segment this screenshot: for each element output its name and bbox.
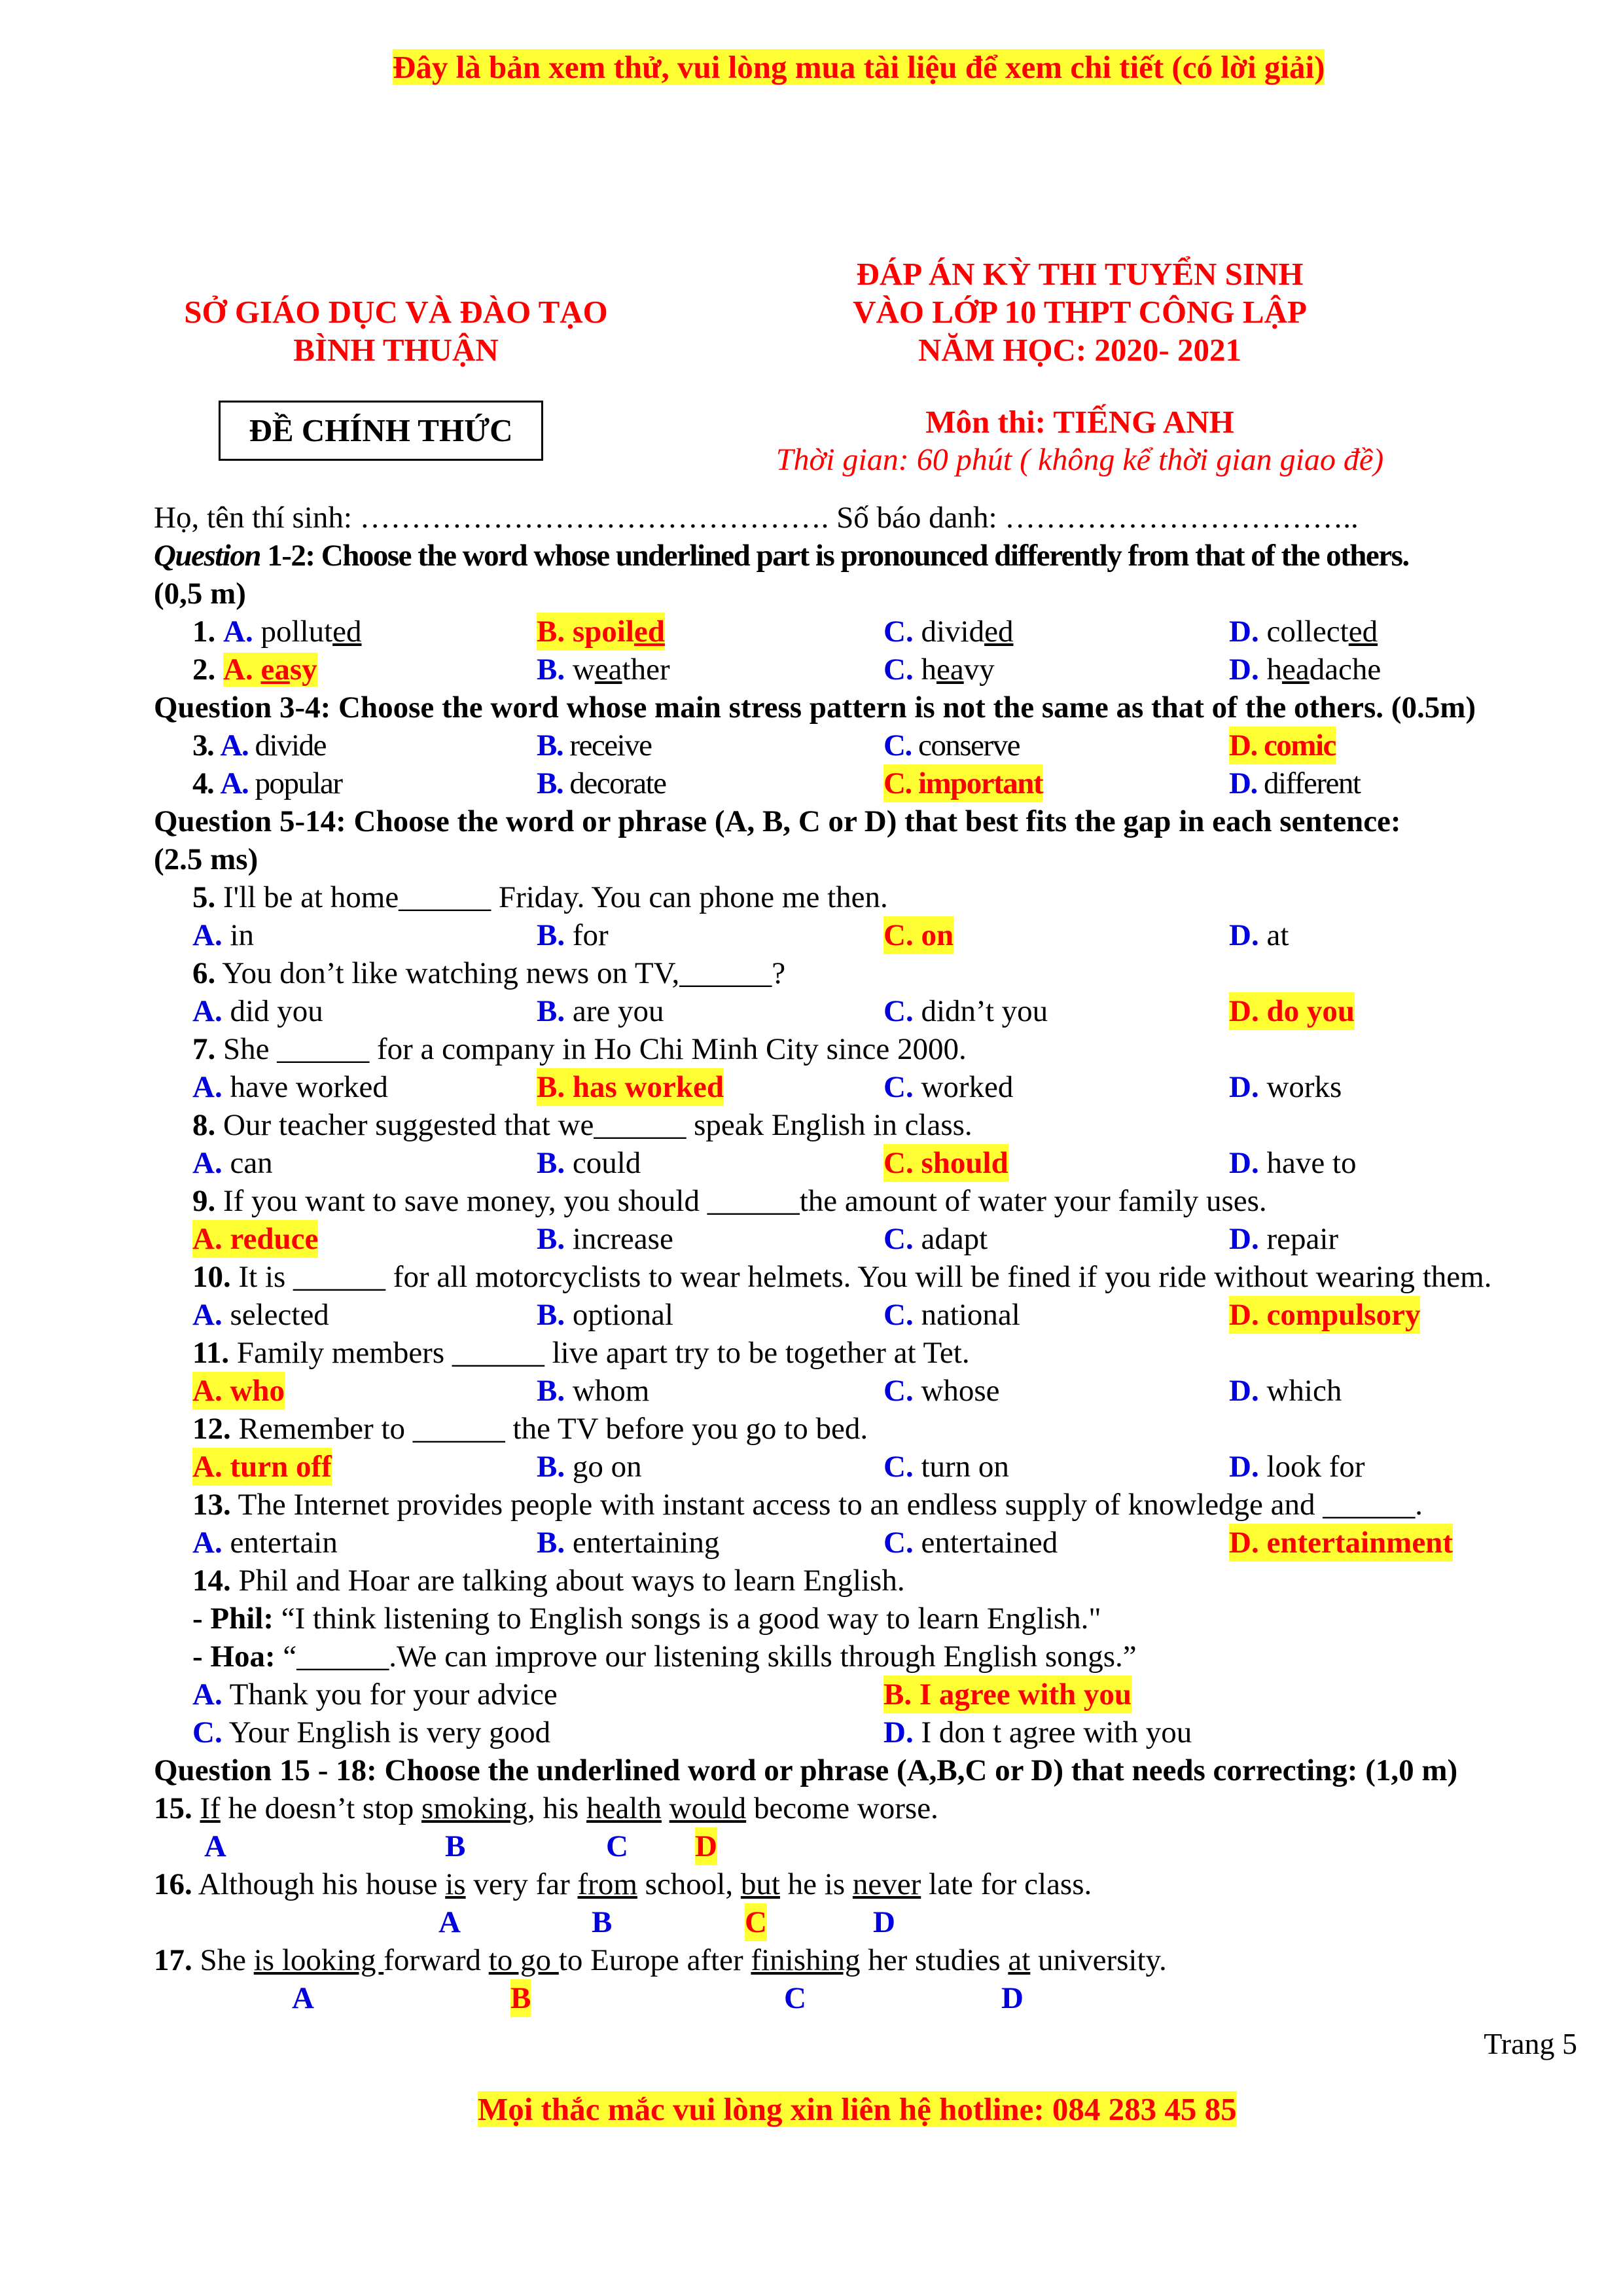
- question-options: [0, 1372, 1623, 1410]
- question-stem-text: 6. You don’t like watching news on TV,______?: [192, 956, 786, 990]
- question-options: [0, 916, 1623, 954]
- option-d: D. works: [1229, 1070, 1342, 1104]
- question-3-option-c: C. conserve: [883, 728, 1020, 762]
- question-stem: [0, 1334, 1623, 1372]
- province-name: BÌNH THUẬN: [293, 332, 499, 368]
- question-stem-text: 10. It is ______ for all motorcyclists to wear helmets. You will be fined if you ride without wearing them.: [192, 1260, 1492, 1294]
- q15-18-heading-text: Question 15 - 18: Choose the underlined word or phrase (A,B,C or D) that needs correcting: (1,0 m): [154, 1753, 1458, 1787]
- question-14-hoa-line: - Hoa: “______.We can improve our listening skills through English songs.”: [192, 1640, 1137, 1674]
- question-14-stem: 14. Phil and Hoar are talking about ways to learn English.: [192, 1564, 905, 1598]
- question-16-sentence: 16. Although his house is very far from school, but he is never late for class.: [154, 1867, 1092, 1901]
- question-options: [0, 992, 1623, 1030]
- question-15-letter-c: C: [606, 1829, 628, 1863]
- official-box: ĐỀ CHÍNH THỨC: [219, 401, 543, 461]
- question-stem: [0, 1182, 1623, 1220]
- question-stem-text: 5. I'll be at home______ Friday. You can phone me then.: [192, 880, 888, 914]
- question-1-options-a: 1. A. polluted: [192, 615, 362, 649]
- answer-option-c: C. should: [883, 1144, 1008, 1182]
- question-3-option-a: 3. A. divide: [192, 728, 326, 762]
- question-17-letter-c: C: [784, 1981, 806, 2015]
- question-16-letter-b: B: [592, 1905, 613, 1939]
- banner-top: [393, 47, 1325, 88]
- option-c: C. entertained: [883, 1526, 1058, 1560]
- question-2-option-b: B. weather: [537, 653, 670, 687]
- question-stem: [0, 1258, 1623, 1296]
- exam-title-1: ĐÁP ÁN KỲ THI TUYỂN SINH: [856, 256, 1304, 292]
- question-14-phil-line: - Phil: “I think listening to English songs is a good way to learn English.": [192, 1602, 1101, 1636]
- question-2: [0, 651, 1623, 689]
- question-15-answer-d: D: [695, 1827, 717, 1865]
- candidate-line-text: Họ, tên thí sinh: ………………………………………. Số báo danh: ……………………………..: [154, 501, 1359, 535]
- question-14: [0, 1562, 1623, 1600]
- question-1: [0, 613, 1623, 651]
- option-b: B. could: [537, 1146, 641, 1180]
- question-15-letter-b: B: [445, 1829, 466, 1863]
- q5-14-points: (2.5 ms): [154, 842, 259, 876]
- option-d: D. repair: [1229, 1222, 1339, 1256]
- answer-option-a: A. who: [192, 1372, 285, 1410]
- question-15: [0, 1789, 1623, 1827]
- answer-option-b: B. has worked: [537, 1068, 724, 1106]
- question-16-answer-c: C: [745, 1903, 767, 1941]
- option-a: A. can: [192, 1146, 273, 1180]
- option-b: B. are you: [537, 994, 664, 1028]
- question-options: [0, 1220, 1623, 1258]
- q3-4-heading: [0, 689, 1623, 726]
- question-4-option-b: B. decorate: [537, 766, 666, 800]
- q5-14-heading-text: Question 5-14: Choose the word or phrase (A, B, C or D) that best fits the gap in each sentence:: [154, 804, 1401, 838]
- q15-18-heading: [0, 1751, 1623, 1789]
- question-17: [0, 1941, 1623, 1979]
- question-14-options-cd: [0, 1713, 1623, 1751]
- question-2-option-c: C. heavy: [883, 653, 995, 687]
- banner-top-text: Đây là bản xem thử, vui lòng mua tài liệu để xem chi tiết (có lời giải): [393, 49, 1325, 85]
- question-stem-text: 13. The Internet provides people with instant access to an endless supply of knowledge and ______.: [192, 1488, 1423, 1522]
- question-stem-text: 11. Family members ______ live apart try to be together at Tet.: [192, 1336, 970, 1370]
- option-b: B. entertaining: [537, 1526, 720, 1560]
- question-3-option-b: B. receive: [537, 728, 652, 762]
- header-left: [144, 293, 648, 369]
- q1-2-heading: [0, 537, 1623, 575]
- question-options: [0, 1068, 1623, 1106]
- question-2-option-d: D. headache: [1229, 653, 1382, 687]
- option-b: B. optional: [537, 1298, 673, 1332]
- question-stem-text: 12. Remember to ______ the TV before you go to bed.: [192, 1412, 868, 1446]
- question-14-option-a: A. Thank you for your advice: [192, 1677, 558, 1712]
- question-15-sentence: 15. If he doesn’t stop smoking, his health would become worse.: [154, 1791, 938, 1825]
- question-16-letter-a: A: [438, 1905, 461, 1939]
- candidate-line: [0, 499, 1623, 537]
- answer-option-c: C. on: [883, 916, 954, 954]
- question-2-answer-a: 2. A. easy: [192, 653, 317, 687]
- question-4-answer-c: C. important: [883, 764, 1043, 802]
- question-stem-text: 7. She ______ for a company in Ho Chi Minh City since 2000.: [192, 1032, 967, 1066]
- q1-2-heading-italic: Question: [154, 539, 260, 573]
- question-14-option-c: C. Your English is very good: [192, 1715, 551, 1749]
- question-15-letters: [0, 1827, 1623, 1865]
- q1-2-points: (0,5 m): [154, 577, 246, 611]
- exam-title-2: VÀO LỚP 10 THPT CÔNG LẬP: [853, 294, 1307, 330]
- question-stem: [0, 878, 1623, 916]
- question-14-phil: [0, 1600, 1623, 1638]
- question-17-answer-b: B: [510, 1979, 531, 2017]
- question-1-option-d: D. collected: [1229, 615, 1378, 649]
- question-4-option-d: D. different: [1229, 766, 1361, 800]
- option-b: B. increase: [537, 1222, 673, 1256]
- question-stem-text: 8. Our teacher suggested that we______ speak English in class.: [192, 1108, 972, 1142]
- question-17-letter-a: A: [292, 1981, 314, 2015]
- question-16-letter-d: D: [873, 1905, 895, 1939]
- question-options: [0, 1448, 1623, 1486]
- option-c: C. worked: [883, 1070, 1014, 1104]
- question-14-hoa: [0, 1638, 1623, 1676]
- answer-option-d: D. do you: [1229, 992, 1355, 1030]
- option-a: A. have worked: [192, 1070, 388, 1104]
- q5-14-heading: [0, 802, 1623, 840]
- question-stem: [0, 1106, 1623, 1144]
- question-stem-text: 9. If you want to save money, you should ______the amount of water your family uses.: [192, 1184, 1267, 1218]
- option-d: D. look for: [1229, 1450, 1365, 1484]
- question-stem: [0, 954, 1623, 992]
- page-number: Trang 5: [1484, 2027, 1577, 2060]
- answer-option-d: D. compulsory: [1229, 1296, 1420, 1334]
- exam-year: NĂM HỌC: 2020- 2021: [918, 332, 1242, 368]
- question-17-sentence: 17. She is looking forward to go to Europe after finishing her studies at university.: [154, 1943, 1167, 1977]
- header-right: [720, 255, 1440, 369]
- subject: Môn thi: TIẾNG ANH: [925, 404, 1234, 440]
- option-c: C. turn on: [883, 1450, 1009, 1484]
- question-3: [0, 726, 1623, 764]
- option-b: B. for: [537, 918, 609, 952]
- option-a: A. entertain: [192, 1526, 338, 1560]
- answer-option-a: A. turn off: [192, 1448, 332, 1486]
- exam-time: Thời gian: 60 phút ( không kể thời gian giao đề): [776, 442, 1384, 477]
- question-stem: [0, 1486, 1623, 1524]
- question-14-options-ab: [0, 1676, 1623, 1713]
- question-stem: [0, 1410, 1623, 1448]
- option-b: B. go on: [537, 1450, 642, 1484]
- question-14-option-d: D. I don t agree with you: [883, 1715, 1192, 1749]
- question-stem: [0, 1030, 1623, 1068]
- q5-14-heading-2: [0, 840, 1623, 878]
- q3-4-heading-text: Question 3-4: Choose the word whose main stress pattern is not the same as that of the others. (0.5m): [154, 691, 1476, 725]
- question-17-letter-d: D: [1001, 1981, 1024, 2015]
- department-name: SỞ GIÁO DỤC VÀ ĐÀO TẠO: [184, 294, 608, 330]
- question-options: [0, 1296, 1623, 1334]
- option-a: A. selected: [192, 1298, 329, 1332]
- banner-bottom-text: Mọi thắc mắc vui lòng xin liên hệ hotline: 084 283 45 85: [478, 2091, 1237, 2127]
- option-c: C. whose: [883, 1374, 1000, 1408]
- answer-option-a: A. reduce: [192, 1220, 318, 1258]
- option-c: C. didn’t you: [883, 994, 1048, 1028]
- question-16-letters: [0, 1903, 1623, 1941]
- question-16: [0, 1865, 1623, 1903]
- option-c: C. national: [883, 1298, 1020, 1332]
- option-a: A. did you: [192, 994, 323, 1028]
- question-4: [0, 764, 1623, 802]
- option-d: D. have to: [1229, 1146, 1357, 1180]
- option-a: A. in: [192, 918, 255, 952]
- q1-2-heading-text: 1-2: Choose the word whose underlined part is pronounced differently from that of the others.: [260, 539, 1409, 573]
- question-15-letter-a: A: [204, 1829, 226, 1863]
- banner-bottom: [478, 2089, 1237, 2130]
- question-4-option-a: 4. A. popular: [192, 766, 342, 800]
- question-1-option-c: C. divided: [883, 615, 1014, 649]
- question-14-answer-b: B. I agree with you: [883, 1676, 1132, 1713]
- question-3-answer-d: D. comic: [1229, 726, 1336, 764]
- option-d: D. at: [1229, 918, 1289, 952]
- option-b: B. whom: [537, 1374, 650, 1408]
- option-d: D. which: [1229, 1374, 1342, 1408]
- option-c: C. adapt: [883, 1222, 988, 1256]
- question-options: [0, 1524, 1623, 1562]
- question-options: [0, 1144, 1623, 1182]
- answer-option-d: D. entertainment: [1229, 1524, 1453, 1562]
- question-17-letters: [0, 1979, 1623, 2017]
- question-1-answer-b: B. spoiled: [537, 613, 665, 651]
- q1-2-heading-2: [0, 575, 1623, 613]
